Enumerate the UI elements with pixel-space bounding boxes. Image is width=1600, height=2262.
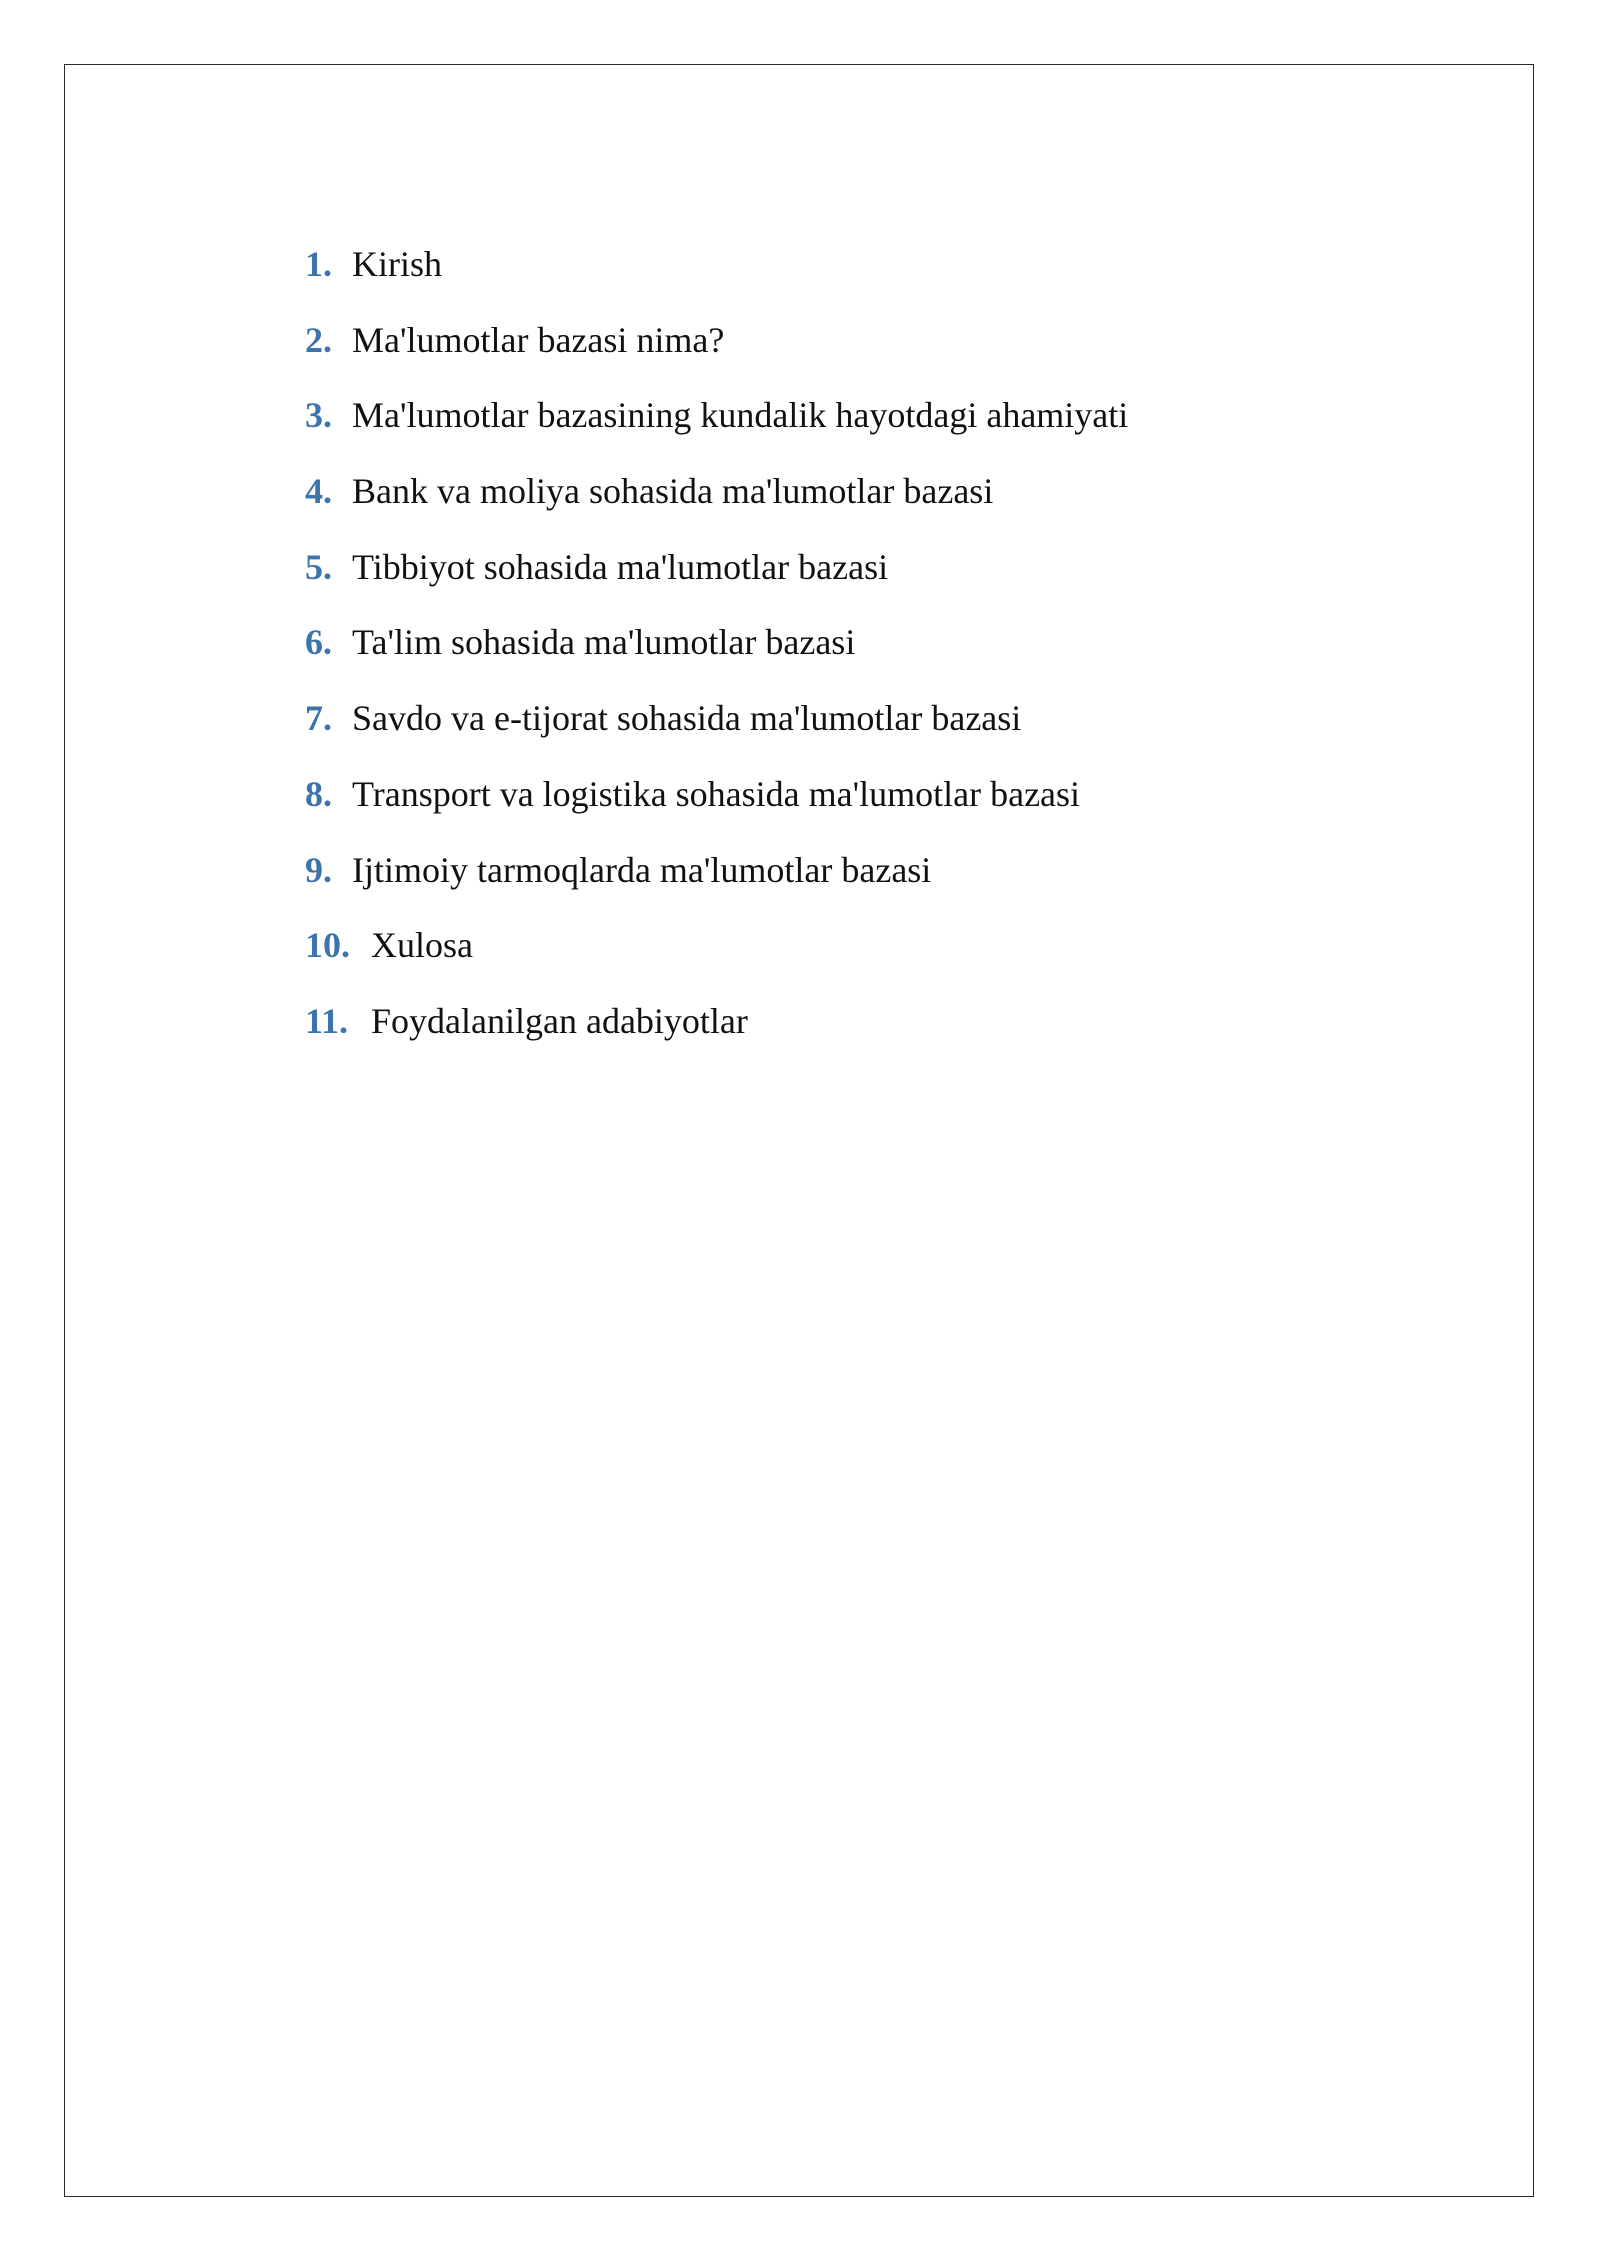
- toc-item-label: Bank va moliya sohasida ma'lumotlar bazasi: [352, 471, 994, 512]
- toc-item-number: 9.: [305, 849, 332, 890]
- toc-item-label: Ma'lumotlar bazasi nima?: [352, 319, 725, 360]
- toc-item-label: Ta'lim sohasida ma'lumotlar bazasi: [352, 622, 856, 663]
- toc-item-transport: [305, 768, 1128, 844]
- toc-item-label: Xulosa: [371, 925, 473, 966]
- toc-item-malumotlar-bazasi-nima: [305, 314, 1128, 390]
- toc-item-talim: [305, 616, 1128, 692]
- toc-item-number: 3.: [305, 395, 332, 436]
- toc-item-number: 1.: [305, 244, 332, 284]
- toc-item-number: 10.: [305, 925, 350, 966]
- toc-item-number: 5.: [305, 546, 332, 587]
- toc-item-label: Transport va logistika sohasida ma'lumotlar bazasi: [352, 773, 1081, 814]
- toc-item-adabiyotlar: [305, 995, 1128, 1071]
- toc-item-number: 2.: [305, 319, 332, 360]
- toc-item-label: Kirish: [352, 244, 442, 284]
- toc-item-number: 4.: [305, 471, 332, 512]
- toc-item-xulosa: [305, 919, 1128, 995]
- toc-item-number: 8.: [305, 773, 332, 814]
- toc-item-bank-moliya: [305, 465, 1128, 541]
- toc-item-ahamiyati: [305, 389, 1128, 465]
- toc-item-savdo: [305, 692, 1128, 768]
- toc-item-number: 11.: [305, 1000, 349, 1041]
- toc-item-label: Ma'lumotlar bazasining kundalik hayotdagi ahamiyati: [352, 395, 1129, 436]
- table-of-contents: [305, 238, 1128, 1071]
- toc-item-label: Foydalanilgan adabiyotlar: [371, 1000, 748, 1041]
- toc-item-kirish: [305, 238, 1128, 314]
- toc-item-number: 7.: [305, 698, 332, 739]
- toc-item-tibbiyot: [305, 541, 1128, 617]
- toc-item-label: Tibbiyot sohasida ma'lumotlar bazasi: [352, 546, 889, 587]
- toc-item-number: 6.: [305, 622, 332, 663]
- toc-item-label: Savdo va e-tijorat sohasida ma'lumotlar bazasi: [352, 698, 1022, 739]
- toc-item-ijtimoiy-tarmoqlar: [305, 844, 1128, 920]
- toc-item-label: Ijtimoiy tarmoqlarda ma'lumotlar bazasi: [352, 849, 932, 890]
